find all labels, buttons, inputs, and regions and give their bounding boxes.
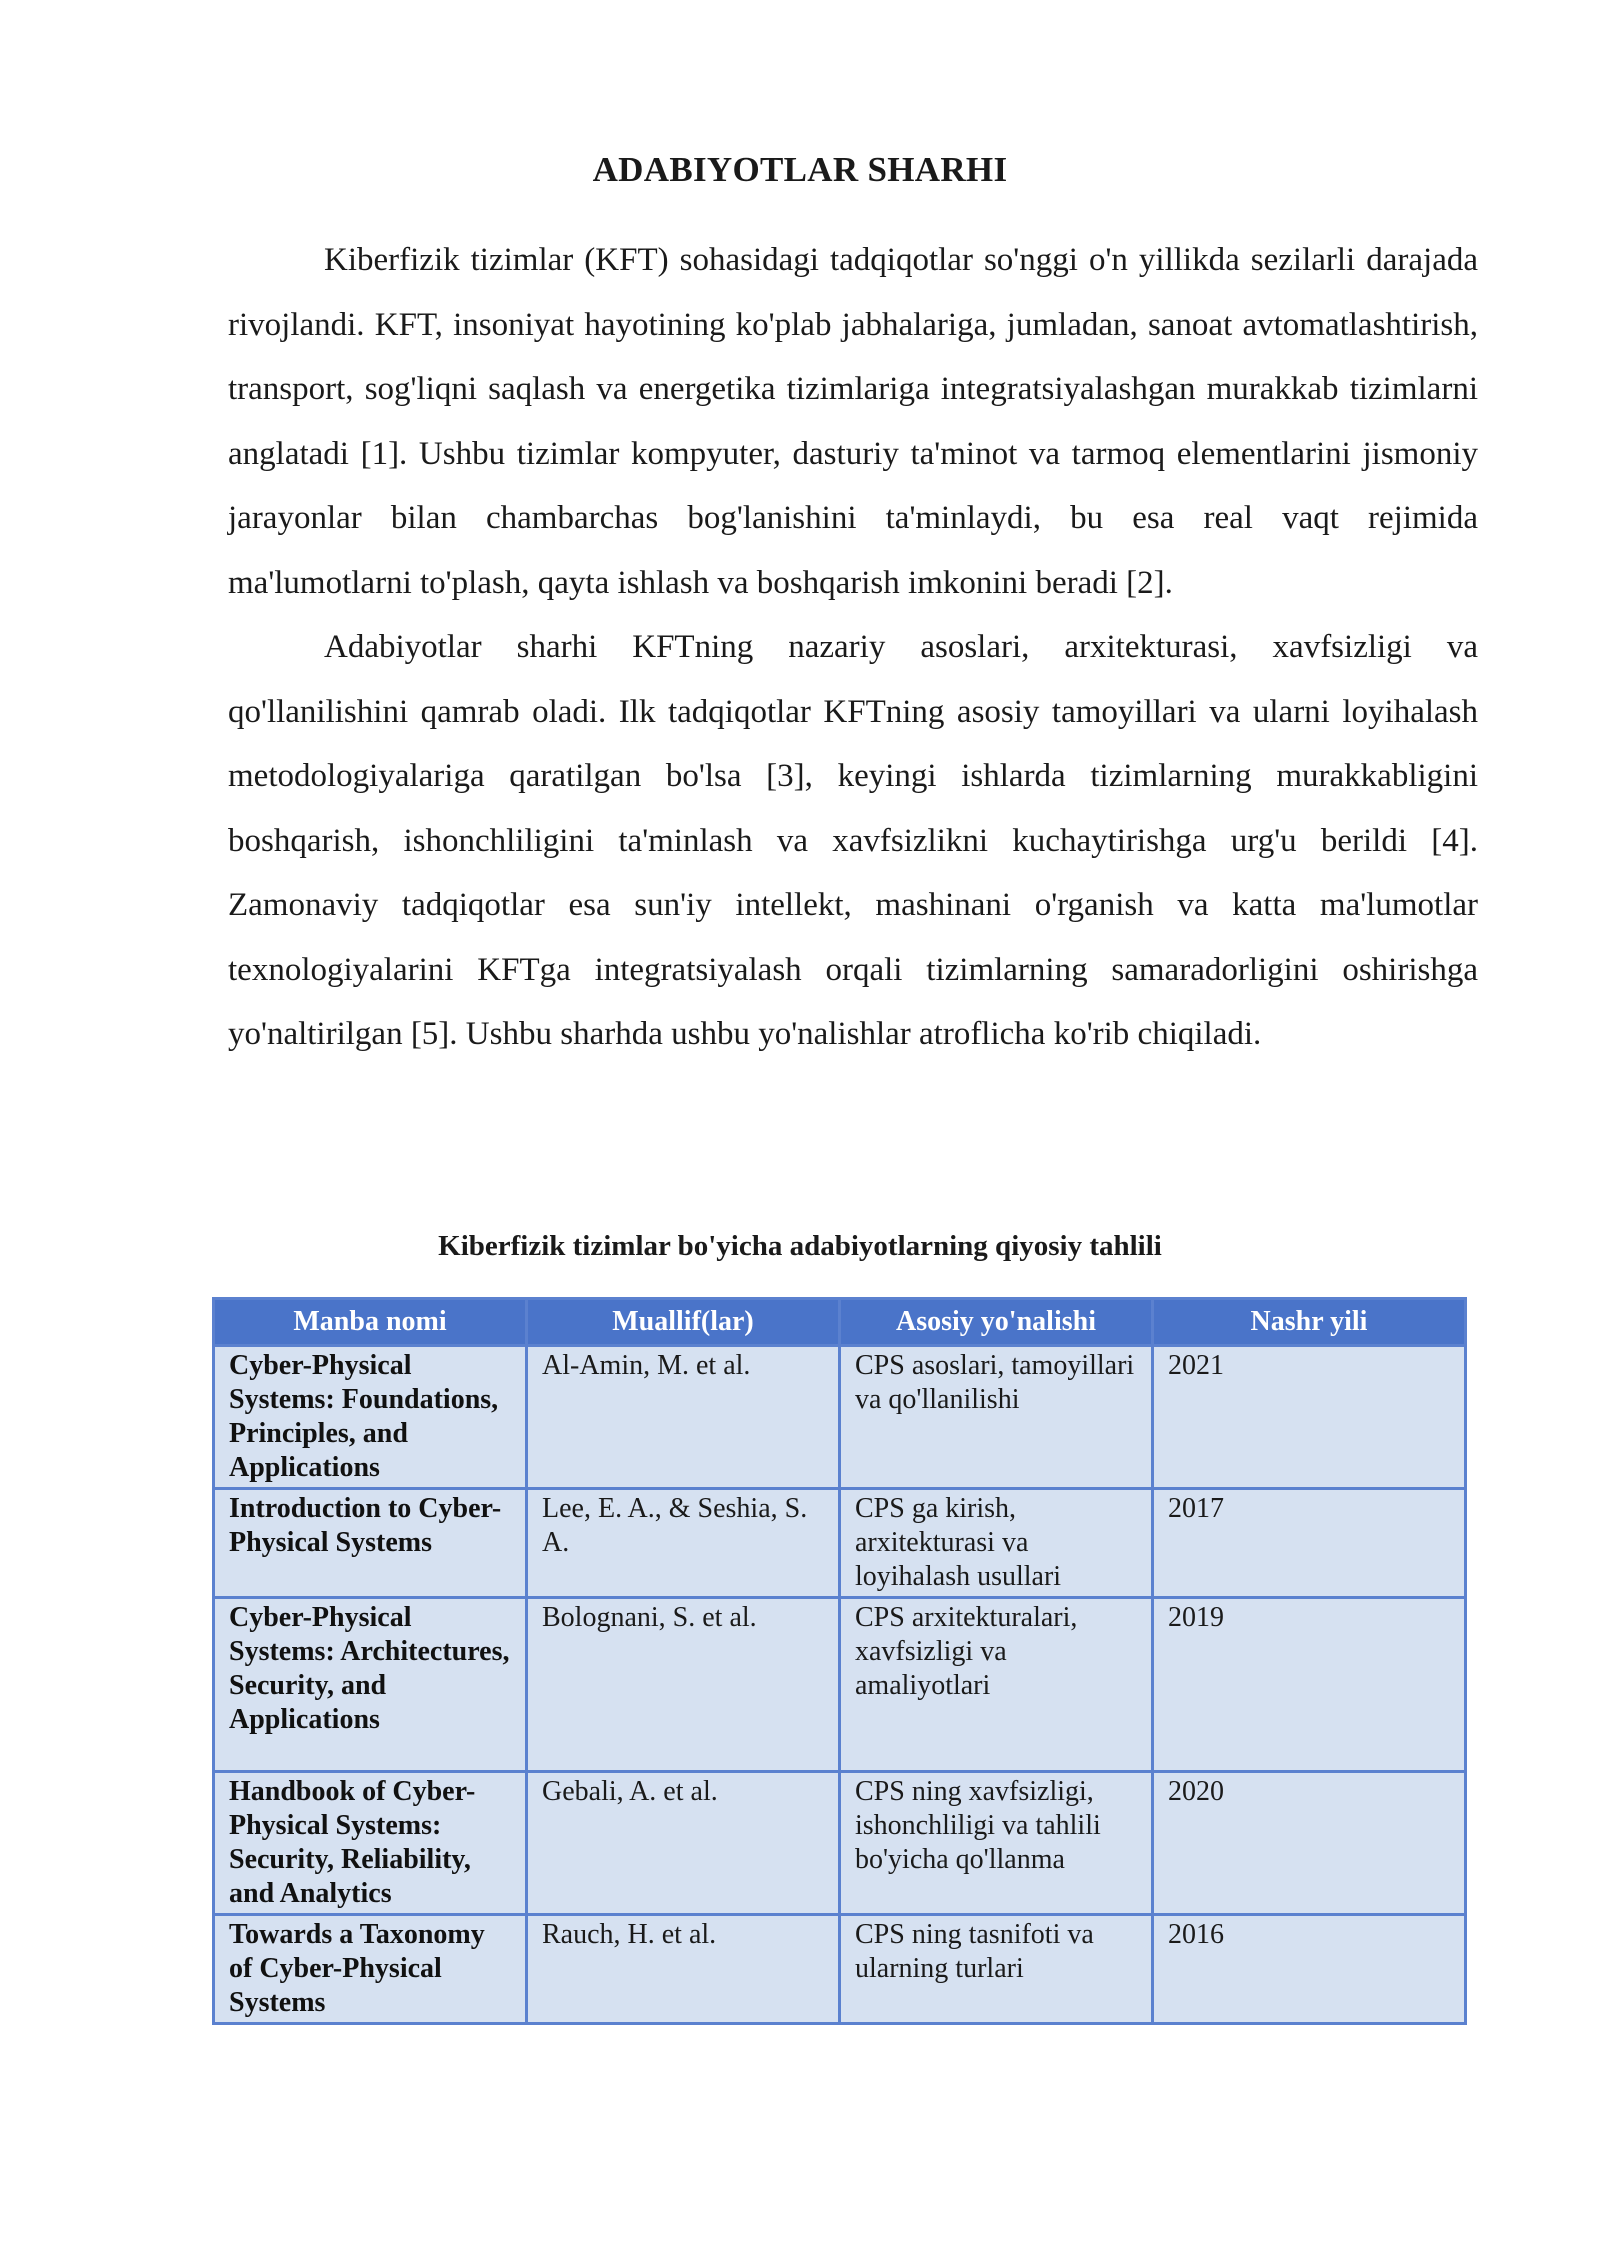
cell-year: 2020 bbox=[1153, 1772, 1466, 1915]
table-row bbox=[214, 1598, 1466, 1772]
literature-table bbox=[212, 1297, 1467, 2025]
header-focus: Asosiy yo'nalishi bbox=[840, 1299, 1153, 1346]
paragraph-2: Adabiyotlar sharhi KFTning nazariy asoslari, arxitekturasi, xavfsizligi va qo'llanilishini qamrab oladi. Ilk tadqiqotlar KFTning asosiy tamoyillari va ularni loyihalash metodologiyalariga qaratilgan bo'lsa [3], keyingi ishlarda tizimlarning murakkabligini boshqarish, ishonchliligini ta'minlash va xavfsizlikni kuchaytirishga urg'u berildi [4]. Zamonaviy tadqiqotlar esa sun'iy intellekt, mashinani o'rganish va katta ma'lumotlar texnologiyalarini KFTga integratsiyalash orqali tizimlarning samaradorligini oshirishga yo'naltirilgan [5]. Ushbu sharhda ushbu yo'nalishlar atroflicha ko'rib chiqiladi. bbox=[228, 629, 1478, 1052]
table-row bbox=[214, 1346, 1466, 1489]
cell-year: 2019 bbox=[1153, 1598, 1466, 1772]
cell-source: Introduction to Cyber-Physical Systems bbox=[214, 1489, 527, 1598]
cell-focus: CPS ning tasnifoti va ularning turlari bbox=[840, 1915, 1153, 2024]
body-text bbox=[228, 228, 1478, 1067]
cell-focus: CPS asoslari, tamoyillari va qo'llanilishi bbox=[840, 1346, 1153, 1489]
cell-focus: CPS ning xavfsizligi, ishonchliligi va tahlili bo'yicha qo'llanma bbox=[840, 1772, 1153, 1915]
section-title: ADABIYOTLAR SHARHI bbox=[592, 150, 1008, 189]
table-row bbox=[214, 1489, 1466, 1598]
cell-authors: Bolognani, S. et al. bbox=[527, 1598, 840, 1772]
header-source: Manba nomi bbox=[214, 1299, 527, 1346]
paragraph-1: Kiberfizik tizimlar (KFT) sohasidagi tadqiqotlar so'nggi o'n yillikda sezilarli darajada rivojlandi. KFT, insoniyat hayotining ko'plab jabhalariga, jumladan, sanoat avtomatlashtirish, transport, sog'liqni saqlash va energetika tizimlariga integratsiyalashgan murakkab tizimlarni anglatadi [1]. Ushbu tizimlar kompyuter, dasturiy ta'minot va tarmoq elementlarini jismoniy jarayonlar bilan chambarchas bog'lanishini ta'minlaydi, bu esa real vaqt rejimida ma'lumotlarni to'plash, qayta ishlash va boshqarish imkonini beradi [2]. bbox=[228, 242, 1478, 601]
cell-year: 2021 bbox=[1153, 1346, 1466, 1489]
cell-source: Handbook of Cyber-Physical Systems: Security, Reliability, and Analytics bbox=[214, 1772, 527, 1915]
cell-focus: CPS ga kirish, arxitekturasi va loyihalash usullari bbox=[840, 1489, 1153, 1598]
header-authors: Muallif(lar) bbox=[527, 1299, 840, 1346]
cell-source: Towards a Taxonomy of Cyber-Physical Systems bbox=[214, 1915, 527, 2024]
cell-source: Cyber-Physical Systems: Foundations, Principles, and Applications bbox=[214, 1346, 527, 1489]
cell-authors: Lee, E. A., & Seshia, S. A. bbox=[527, 1489, 840, 1598]
cell-year: 2017 bbox=[1153, 1489, 1466, 1598]
table-caption: Kiberfizik tizimlar bo'yicha adabiyotlarning qiyosiy tahlili bbox=[438, 1230, 1162, 1262]
cell-focus: CPS arxitekturalari, xavfsizligi va amaliyotlari bbox=[840, 1598, 1153, 1772]
table-row bbox=[214, 1772, 1466, 1915]
table-row bbox=[214, 1915, 1466, 2024]
cell-authors: Gebali, A. et al. bbox=[527, 1772, 840, 1915]
header-year: Nashr yili bbox=[1153, 1299, 1466, 1346]
table-header-row bbox=[214, 1299, 1466, 1346]
cell-authors: Al-Amin, M. et al. bbox=[527, 1346, 840, 1489]
cell-authors: Rauch, H. et al. bbox=[527, 1915, 840, 2024]
cell-source: Cyber-Physical Systems: Architectures, Security, and Applications bbox=[214, 1598, 527, 1772]
cell-year: 2016 bbox=[1153, 1915, 1466, 2024]
